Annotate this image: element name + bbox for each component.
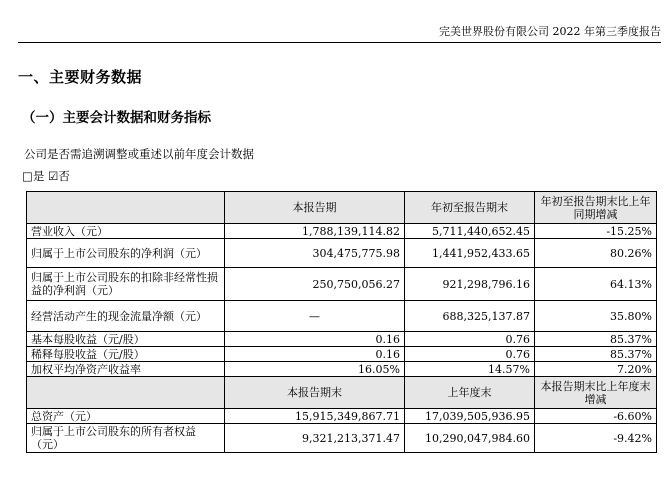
cell-value: 85.37% [535,332,657,347]
subsection-title: （一）主要会计数据和财务指标 [22,110,211,126]
cell-value: 14.57% [405,362,535,377]
cell-value: 5,711,440,652.45 [405,224,535,239]
row-label: 基本每股收益（元/股） [27,332,225,347]
row-label: 归属于上市公司股东的扣除非经常性损益的净利润（元） [27,268,225,301]
table-row [27,301,657,332]
table-row [27,239,657,268]
cell-value: 1,441,952,433.65 [405,239,535,268]
cell-value: 16.05% [225,362,405,377]
cell-value: 688,325,137.87 [405,301,535,332]
cell-value: 921,298,796.16 [405,268,535,301]
table-row [27,362,657,377]
cell-value: 64.13% [535,268,657,301]
table2-header-row [27,377,657,409]
cell-value: 1,788,139,114.82 [225,224,405,239]
header-ytd-change: 年初至报告期末比上年同期增减 [535,192,657,224]
cell-value: 85.37% [535,347,657,362]
cell-value: 0.16 [225,332,405,347]
table-row [27,268,657,301]
cell-value: 17,039,505,936.95 [405,409,535,424]
table1-header-row [27,192,657,224]
header-period-end: 本报告期末 [225,377,405,409]
cell-value: 10,290,047,984.60 [405,424,535,453]
header-corner-cell [27,377,225,409]
cell-value: 80.26% [535,239,657,268]
restatement-answer: □是 ☑否 [22,169,70,183]
cell-value: 0.76 [405,347,535,362]
section-title: 一、主要财务数据 [18,68,143,86]
financial-data-table [26,191,657,453]
cell-value: 15,915,349,867.71 [225,409,405,424]
row-label: 归属于上市公司股东的所有者权益（元） [27,424,225,453]
restatement-question: 公司是否需追溯调整或重述以前年度会计数据 [24,147,254,161]
row-label: 总资产（元） [27,409,225,424]
table-row [27,409,657,424]
cell-value: -6.60% [535,409,657,424]
table-row [27,347,657,362]
cell-value: 9,321,213,371.47 [225,424,405,453]
header-prior-year-end: 上年度末 [405,377,535,409]
cell-value: 0.76 [405,332,535,347]
page-header: 完美世界股份有限公司 2022 年第三季度报告 [18,24,661,43]
header-corner-cell [27,192,225,224]
row-label: 加权平均净资产收益率 [27,362,225,377]
header-current-period: 本报告期 [225,192,405,224]
cell-value: 0.16 [225,347,405,362]
cell-value: 35.80% [535,301,657,332]
table-row [27,224,657,239]
header-period-end-change: 本报告期末比上年度末增减 [535,377,657,409]
row-label: 经营活动产生的现金流量净额（元） [27,301,225,332]
table-row [27,424,657,453]
cell-value: -15.25% [535,224,657,239]
cell-value: 7.20% [535,362,657,377]
header-ytd: 年初至报告期末 [405,192,535,224]
table-row [27,332,657,347]
row-label: 营业收入（元） [27,224,225,239]
row-label: 稀释每股收益（元/股） [27,347,225,362]
cell-value: 304,475,775.98 [225,239,405,268]
row-label: 归属于上市公司股东的净利润（元） [27,239,225,268]
cell-value: 250,750,056.27 [225,268,405,301]
cell-value: — [225,301,405,332]
cell-value: -9.42% [535,424,657,453]
